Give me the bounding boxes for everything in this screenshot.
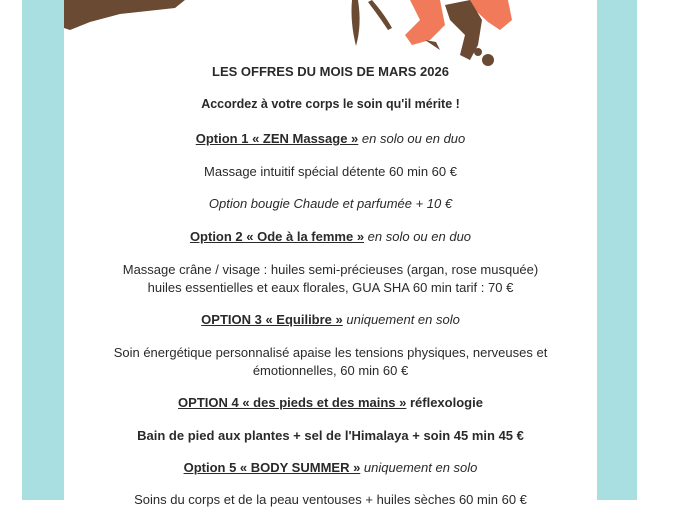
option-3-line-1: Soin énergétique personnalisé apaise les tensions physiques, nerveuses et (113, 345, 548, 360)
option-5-heading (64, 460, 597, 475)
option-1-line-2: Option bougie Chaude et parfumée + 10 € (208, 196, 453, 211)
option-4-note: réflexologie (406, 395, 483, 410)
flyer-title: LES OFFRES DU MOIS DE MARS 2026 (212, 64, 449, 79)
option-3-note: uniquement en solo (342, 312, 460, 327)
option-2-title: Option 2 « Ode à la femme » (189, 229, 365, 244)
option-2-line-1: Massage crâne / visage : huiles semi-précieuses (argan, rose musquée) (122, 262, 539, 277)
option-4-line-1: Bain de pied aux plantes + sel de l'Himalaya + soin 45 min 45 € (137, 428, 524, 443)
flyer-subtitle: Accordez à votre corps le soin qu'il mérite ! (201, 97, 460, 111)
option-4-title: OPTION 4 « des pieds et des mains » (178, 395, 407, 410)
option-4-heading (64, 395, 597, 410)
option-2-line-2: huiles essentielles et eaux florales, GUA SHA 60 min tarif : 70 € (147, 280, 514, 295)
option-5-title: Option 5 « BODY SUMMER » (183, 460, 361, 475)
option-2-note: en solo ou en duo (364, 229, 472, 244)
option-3-line-2: émotionnelles, 60 min 60 € (252, 363, 409, 378)
option-5-line-1: Soins du corps et de la peau ventouses + huiles sèches 60 min 60 € (134, 492, 527, 507)
option-3-title: OPTION 3 « Equilibre » (201, 312, 343, 327)
option-1-heading (64, 131, 597, 146)
option-3-heading (64, 312, 597, 327)
option-2-heading (64, 229, 597, 244)
option-1-title: Option 1 « ZEN Massage » (195, 131, 359, 146)
option-5-note: uniquement en solo (360, 460, 478, 475)
option-1-note: en solo ou en duo (358, 131, 466, 146)
option-1-line-1: Massage intuitif spécial détente 60 min 60 € (204, 164, 457, 179)
